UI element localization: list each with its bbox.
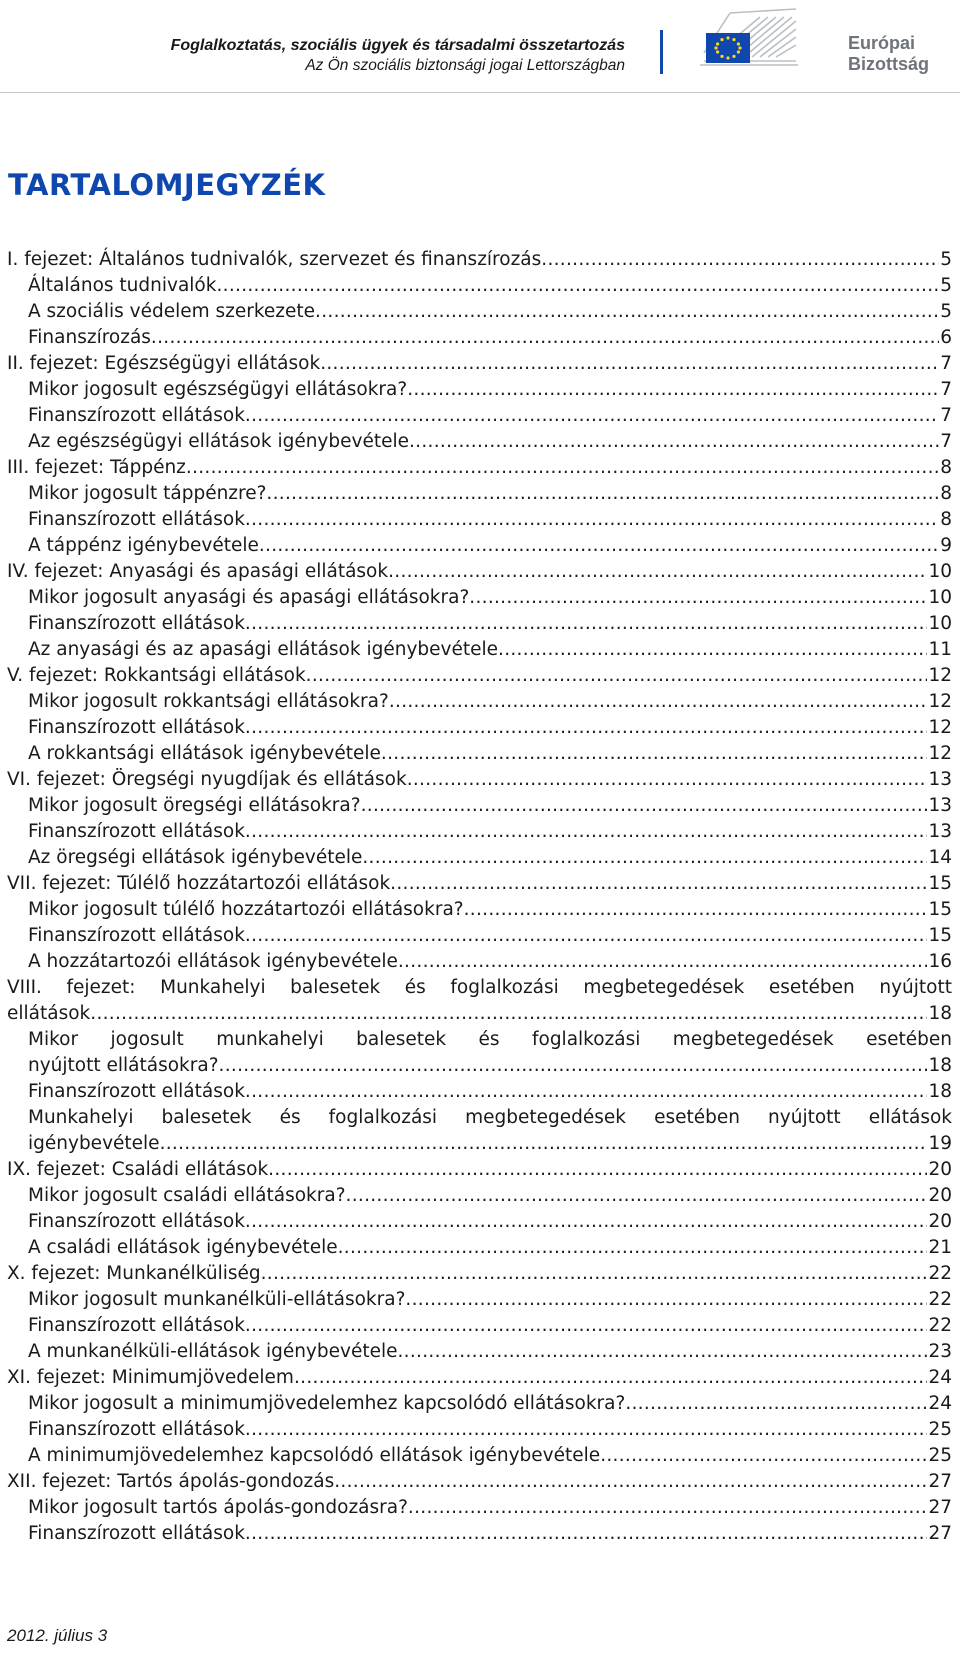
toc-entry-leader xyxy=(408,1495,928,1521)
toc-entry-page: 13 xyxy=(928,821,952,842)
toc-entry-page: 25 xyxy=(928,1419,952,1440)
toc-entry[interactable] xyxy=(7,663,952,689)
toc-entry-leader xyxy=(245,1313,928,1339)
toc-entry-leader xyxy=(186,455,939,481)
toc-entry-label: Finanszírozott ellátások xyxy=(28,613,245,634)
toc-entry-page: 12 xyxy=(928,743,952,764)
toc-entry[interactable] xyxy=(7,273,952,299)
toc-entry-page: 7 xyxy=(940,431,952,452)
toc-entry[interactable] xyxy=(7,949,952,975)
toc-entry-page: 24 xyxy=(928,1393,952,1414)
toc-entry-page: 12 xyxy=(928,691,952,712)
toc-entry-leader xyxy=(245,611,928,637)
toc-entry[interactable] xyxy=(7,611,952,637)
toc-entry-leader xyxy=(389,689,928,715)
toc-entry-label: Mikor jogosult tartós ápolás-gondozásra? xyxy=(28,1497,408,1518)
toc-entry-label: Finanszírozott ellátások xyxy=(28,717,245,738)
toc-entry-label: Az egészségügyi ellátások igénybevétele xyxy=(28,431,409,452)
toc-entry-page: 10 xyxy=(928,613,952,634)
toc-entry[interactable] xyxy=(7,1287,952,1313)
toc-entry[interactable] xyxy=(7,247,952,273)
toc-entry[interactable] xyxy=(7,377,952,403)
toc-entry[interactable] xyxy=(7,1313,952,1339)
toc-entry[interactable] xyxy=(7,1105,952,1157)
toc-entry-page: 7 xyxy=(940,405,952,426)
toc-entry-label: VII. fejezet: Túlélő hozzátartozói ellátások xyxy=(7,873,391,894)
toc-entry-leader xyxy=(409,429,939,455)
toc-entry-label: Finanszírozott ellátások xyxy=(28,821,245,842)
toc-entry-label: Finanszírozott ellátások xyxy=(28,1211,245,1232)
logo-text xyxy=(848,33,929,75)
toc-entry-page: 12 xyxy=(928,665,952,686)
toc-entry[interactable] xyxy=(7,351,952,377)
toc-entry-page: 20 xyxy=(928,1159,952,1180)
toc-entry-label: Finanszírozás xyxy=(28,327,151,348)
toc-entry-page: 11 xyxy=(928,639,952,660)
toc-entry-page: 23 xyxy=(928,1341,952,1362)
toc-entry-leader xyxy=(362,845,927,871)
toc-entry-page: 22 xyxy=(928,1289,952,1310)
toc-entry-page: 10 xyxy=(928,587,952,608)
toc-entry-page: 21 xyxy=(928,1237,952,1258)
toc-entry[interactable] xyxy=(7,819,952,845)
toc-entry-label: II. fejezet: Egészségügyi ellátások xyxy=(7,353,321,374)
toc-entry-leader xyxy=(245,1521,928,1547)
toc-entry-label: Finanszírozott ellátások xyxy=(28,1315,245,1336)
toc-entry-leader xyxy=(390,871,927,897)
toc-entry[interactable] xyxy=(7,975,952,1027)
toc-entry-label-cont: nyújtott ellátásokra? xyxy=(28,1055,219,1076)
toc-entry[interactable] xyxy=(7,767,952,793)
header-separator xyxy=(660,30,663,74)
toc-entry-page: 27 xyxy=(928,1523,952,1544)
toc-entry-page: 18 xyxy=(928,1003,952,1024)
toc-entry-label: X. fejezet: Munkanélküliség xyxy=(7,1263,261,1284)
toc-entry-leader xyxy=(498,637,927,663)
toc-entry-label: Mikor jogosult a minimumjövedelemhez kapcsolódó ellátásokra? xyxy=(28,1393,626,1414)
toc-entry[interactable] xyxy=(7,1079,952,1105)
toc-entry-label: VI. fejezet: Öregségi nyugdíjak és ellátások xyxy=(7,769,407,790)
toc-entry-page: 7 xyxy=(940,379,952,400)
toc-entry-leader xyxy=(268,1157,927,1183)
toc-entry-leader xyxy=(541,247,939,273)
toc-entry[interactable] xyxy=(7,871,952,897)
toc-entry-page: 5 xyxy=(940,275,952,296)
footer-date: 2012. július xyxy=(7,1626,94,1645)
toc-entry-page: 15 xyxy=(928,873,952,894)
toc-entry-label-cont: igénybevétele xyxy=(28,1133,160,1154)
toc-entry[interactable] xyxy=(7,897,952,923)
toc-entry[interactable] xyxy=(7,1521,952,1547)
toc-entry-label: Mikor jogosult egészségügyi ellátásokra? xyxy=(28,379,408,400)
toc-entry-leader xyxy=(338,1235,928,1261)
toc-entry-label: III. fejezet: Táppénz xyxy=(7,457,186,478)
toc-entry-leader xyxy=(407,767,928,793)
toc-entry[interactable] xyxy=(7,1443,952,1469)
toc-entry-leader xyxy=(160,1131,928,1157)
toc-entry[interactable] xyxy=(7,845,952,871)
toc-entry-leader xyxy=(320,351,939,377)
header-subtitle: Az Ön szociális biztonsági jogai Lettországban xyxy=(305,57,625,74)
toc-entry-page: 10 xyxy=(928,561,952,582)
toc-entry[interactable] xyxy=(7,559,952,585)
toc-entry-label: Mikor jogosult munkahelyi balesetek és foglalkozási megbetegedések esetében xyxy=(28,1029,952,1050)
toc-entry-page: 15 xyxy=(928,899,952,920)
toc-entry-leader xyxy=(245,819,928,845)
toc-entry-label: A hozzátartozói ellátások igénybevétele xyxy=(28,951,398,972)
toc-entry[interactable] xyxy=(7,507,952,533)
toc-entry-page: 20 xyxy=(928,1211,952,1232)
toc-entry-leader xyxy=(216,273,939,299)
toc-entry-label: Finanszírozott ellátások xyxy=(28,405,245,426)
toc-entry-page: 22 xyxy=(928,1315,952,1336)
toc-entry-leader xyxy=(245,403,939,429)
toc-entry-page: 22 xyxy=(928,1263,952,1284)
toc-entry[interactable] xyxy=(7,1157,952,1183)
toc-entry[interactable] xyxy=(7,1495,952,1521)
toc-entry-page: 18 xyxy=(928,1081,952,1102)
toc-entry-leader xyxy=(407,377,939,403)
toc-entry-label: V. fejezet: Rokkantsági ellátások xyxy=(7,665,306,686)
table-of-contents xyxy=(7,247,952,1547)
toc-entry-page: 5 xyxy=(940,301,952,322)
toc-entry[interactable] xyxy=(7,1417,952,1443)
toc-entry-leader xyxy=(469,585,927,611)
toc-entry-page: 8 xyxy=(940,509,952,530)
toc-entry[interactable] xyxy=(7,793,952,819)
toc-entry-page: 5 xyxy=(940,249,952,270)
toc-entry[interactable] xyxy=(7,1261,952,1287)
toc-entry[interactable] xyxy=(7,585,952,611)
toc-entry-label: A családi ellátások igénybevétele xyxy=(28,1237,338,1258)
toc-entry-label: IX. fejezet: Családi ellátások xyxy=(7,1159,269,1180)
toc-entry-leader xyxy=(151,325,939,351)
toc-entry-label: A munkanélküli-ellátások igénybevétele xyxy=(28,1341,398,1362)
toc-entry-label: Munkahelyi balesetek és foglalkozási megbetegedések esetében nyújtott ellátások xyxy=(28,1107,952,1128)
toc-entry[interactable] xyxy=(7,741,952,767)
toc-entry-label: A rokkantsági ellátások igénybevétele xyxy=(28,743,381,764)
toc-entry-leader xyxy=(381,741,928,767)
toc-entry-page: 12 xyxy=(928,717,952,738)
toc-entry-label: A táppénz igénybevétele xyxy=(28,535,259,556)
toc-entry[interactable] xyxy=(7,1339,952,1365)
toc-entry-label: Finanszírozott ellátások xyxy=(28,1419,245,1440)
toc-entry-label: Az öregségi ellátások igénybevétele xyxy=(28,847,363,868)
toc-entry-leader xyxy=(266,481,939,507)
toc-entry-leader xyxy=(245,1079,928,1105)
toc-entry-page: 20 xyxy=(928,1185,952,1206)
toc-entry-label: XII. fejezet: Tartós ápolás-gondozás xyxy=(7,1471,335,1492)
toc-entry-page: 14 xyxy=(928,847,952,868)
page-footer xyxy=(7,1626,107,1646)
toc-entry[interactable] xyxy=(7,481,952,507)
toc-entry[interactable] xyxy=(7,325,952,351)
toc-entry-label: Mikor jogosult munkanélküli-ellátásokra? xyxy=(28,1289,406,1310)
toc-entry-page: 9 xyxy=(940,535,952,556)
toc-entry-page: 7 xyxy=(940,353,952,374)
toc-entry-leader xyxy=(245,507,939,533)
toc-entry-leader xyxy=(315,299,939,325)
toc-entry-label: Általános tudnivalók xyxy=(28,275,217,296)
toc-entry-label: A szociális védelem szerkezete xyxy=(28,301,316,322)
toc-entry[interactable] xyxy=(7,1391,952,1417)
toc-entry-leader xyxy=(294,1365,927,1391)
toc-entry-page: 27 xyxy=(928,1497,952,1518)
toc-entry[interactable] xyxy=(7,299,952,325)
toc-entry[interactable] xyxy=(7,637,952,663)
toc-entry-label: Mikor jogosult túlélő hozzátartozói ellátásokra? xyxy=(28,899,464,920)
toc-entry-leader xyxy=(398,1339,928,1365)
toc-entry-label: VIII. fejezet: Munkahelyi balesetek és foglalkozási megbetegedések esetében nyújtott xyxy=(7,977,952,998)
toc-entry[interactable] xyxy=(7,923,952,949)
toc-entry-leader xyxy=(405,1287,927,1313)
toc-entry-leader xyxy=(361,793,928,819)
toc-entry-label: Mikor jogosult öregségi ellátásokra? xyxy=(28,795,361,816)
toc-entry-label: Finanszírozott ellátások xyxy=(28,1523,245,1544)
toc-entry-label: I. fejezet: Általános tudnivalók, szervezet és finanszírozás xyxy=(7,249,542,270)
toc-entry-leader xyxy=(388,559,927,585)
header-text xyxy=(171,36,625,76)
toc-entry-label: A minimumjövedelemhez kapcsolódó ellátások igénybevétele xyxy=(28,1445,601,1466)
footer-page-number: 3 xyxy=(97,1626,108,1645)
toc-entry-label: Finanszírozott ellátások xyxy=(28,925,245,946)
toc-entry-leader xyxy=(306,663,928,689)
toc-entry-page: 6 xyxy=(940,327,952,348)
toc-entry-leader xyxy=(464,897,928,923)
toc-entry[interactable] xyxy=(7,1027,952,1079)
toc-entry[interactable] xyxy=(7,533,952,559)
logo-line-1: Európai xyxy=(848,33,916,53)
toc-entry-label-cont: ellátások xyxy=(7,1003,91,1024)
toc-entry[interactable] xyxy=(7,429,952,455)
toc-entry-page: 8 xyxy=(940,483,952,504)
toc-entry-label: Mikor jogosult családi ellátásokra? xyxy=(28,1185,346,1206)
toc-entry-label: Mikor jogosult táppénzre? xyxy=(28,483,267,504)
toc-entry-label: Mikor jogosult anyasági és apasági ellátásokra? xyxy=(28,587,470,608)
toc-entry-page: 15 xyxy=(928,925,952,946)
toc-entry[interactable] xyxy=(7,403,952,429)
toc-entry-page: 24 xyxy=(928,1367,952,1388)
toc-entry-leader xyxy=(245,715,928,741)
toc-entry[interactable] xyxy=(7,1183,952,1209)
toc-entry-page: 25 xyxy=(928,1445,952,1466)
european-commission-logo-icon xyxy=(700,3,800,83)
toc-entry-leader xyxy=(261,1261,928,1287)
toc-entry-page: 8 xyxy=(940,457,952,478)
toc-entry[interactable] xyxy=(7,1469,952,1495)
toc-entry-leader xyxy=(346,1183,928,1209)
toc-entry[interactable] xyxy=(7,455,952,481)
toc-entry[interactable] xyxy=(7,1209,952,1235)
toc-entry-leader xyxy=(334,1469,927,1495)
toc-entry-page: 13 xyxy=(928,795,952,816)
toc-entry-leader xyxy=(219,1053,928,1079)
toc-entry-label: Finanszírozott ellátások xyxy=(28,1081,245,1102)
toc-entry-leader xyxy=(398,949,928,975)
toc-entry-page: 19 xyxy=(928,1133,952,1154)
logo-line-2: Bizottság xyxy=(848,54,929,74)
header-department: Foglalkoztatás, szociális ügyek és társadalmi összetartozás xyxy=(170,37,625,54)
toc-entry-label: IV. fejezet: Anyasági és apasági ellátások xyxy=(7,561,389,582)
toc-entry-page: 18 xyxy=(928,1055,952,1076)
toc-entry-leader xyxy=(625,1391,927,1417)
page-title: TARTALOMJEGYZÉK xyxy=(8,168,326,202)
toc-entry-page: 27 xyxy=(928,1471,952,1492)
toc-entry-leader xyxy=(259,533,939,559)
toc-entry[interactable] xyxy=(7,715,952,741)
toc-entry-leader xyxy=(245,923,928,949)
toc-entry-label: XI. fejezet: Minimumjövedelem xyxy=(7,1367,294,1388)
toc-entry-label: Az anyasági és az apasági ellátások igénybevétele xyxy=(28,639,499,660)
toc-entry-leader xyxy=(245,1417,928,1443)
toc-entry[interactable] xyxy=(7,1235,952,1261)
toc-entry-leader xyxy=(90,1001,927,1027)
toc-entry-label: Finanszírozott ellátások xyxy=(28,509,245,530)
toc-entry[interactable] xyxy=(7,689,952,715)
toc-entry-leader xyxy=(245,1209,928,1235)
toc-entry-label: Mikor jogosult rokkantsági ellátásokra? xyxy=(28,691,389,712)
page-header xyxy=(0,0,960,93)
toc-entry-page: 16 xyxy=(928,951,952,972)
toc-entry[interactable] xyxy=(7,1365,952,1391)
toc-entry-leader xyxy=(600,1443,927,1469)
toc-entry-page: 13 xyxy=(928,769,952,790)
